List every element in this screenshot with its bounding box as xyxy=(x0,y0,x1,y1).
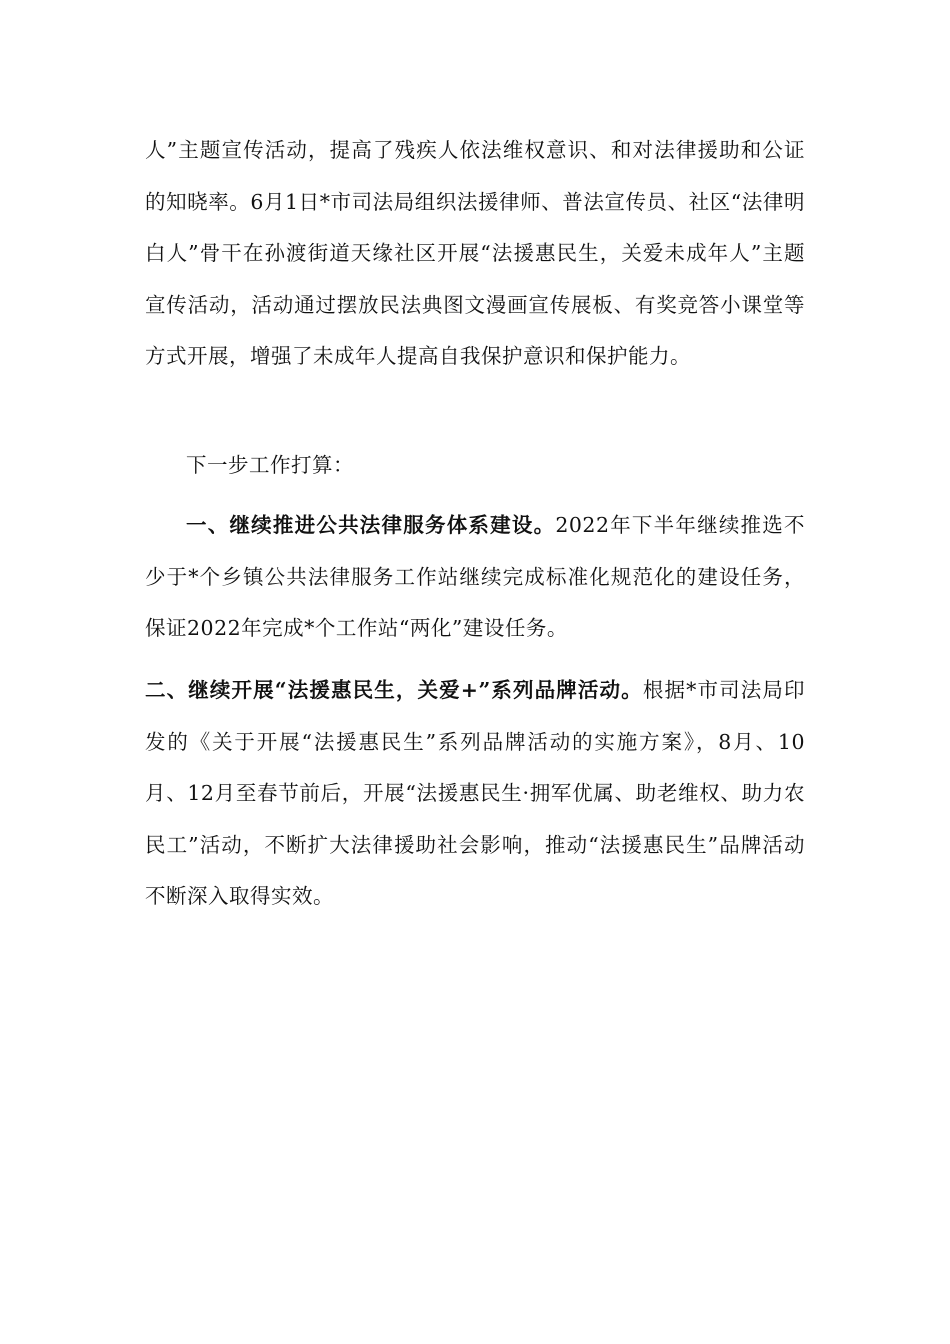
next-steps-heading: 下一步工作打算： xyxy=(186,453,354,477)
item-1-title: 一、继续推进公共法律服务体系建设。 xyxy=(186,513,556,537)
item-1-paragraph xyxy=(145,500,805,655)
body-paragraph: 人”主题宣传活动，提高了残疾人依法维权意识、和对法律援助和公证的知晓率。6月1日*市司法局组织法援律师、普法宣传员、社区“法律明白人”骨干在孙渡街道天缘社区开展“法援惠民生，关爱未成年人”主题宣传活动，活动通过摆放民法典图文漫画宣传展板、有奖竞答小课堂等方式开展，增强了未成年人提高自我保护意识和保护能力。 xyxy=(145,138,805,368)
item-1-body: 2022年下半年继续推选不少于*个乡镇公共法律服务工作站继续完成标准化规范化的建设任务，保证2022年完成*个工作站“两化”建设任务。 xyxy=(145,513,806,640)
item-2-body: 根据*市司法局印发的《关于开展“法援惠民生”系列品牌活动的实施方案》，8月、10月、12月至春节前后，开展“法援惠民生·拥军优属、助老维权、助力农民工”活动，不断扩大法律援助社会影响，推动“法援惠民生”品牌活动不断深入取得实效。 xyxy=(145,678,806,908)
item-2-title: 二、继续开展“法援惠民生，关爱+”系列品牌活动。 xyxy=(145,678,643,702)
item-2-paragraph xyxy=(145,665,805,923)
